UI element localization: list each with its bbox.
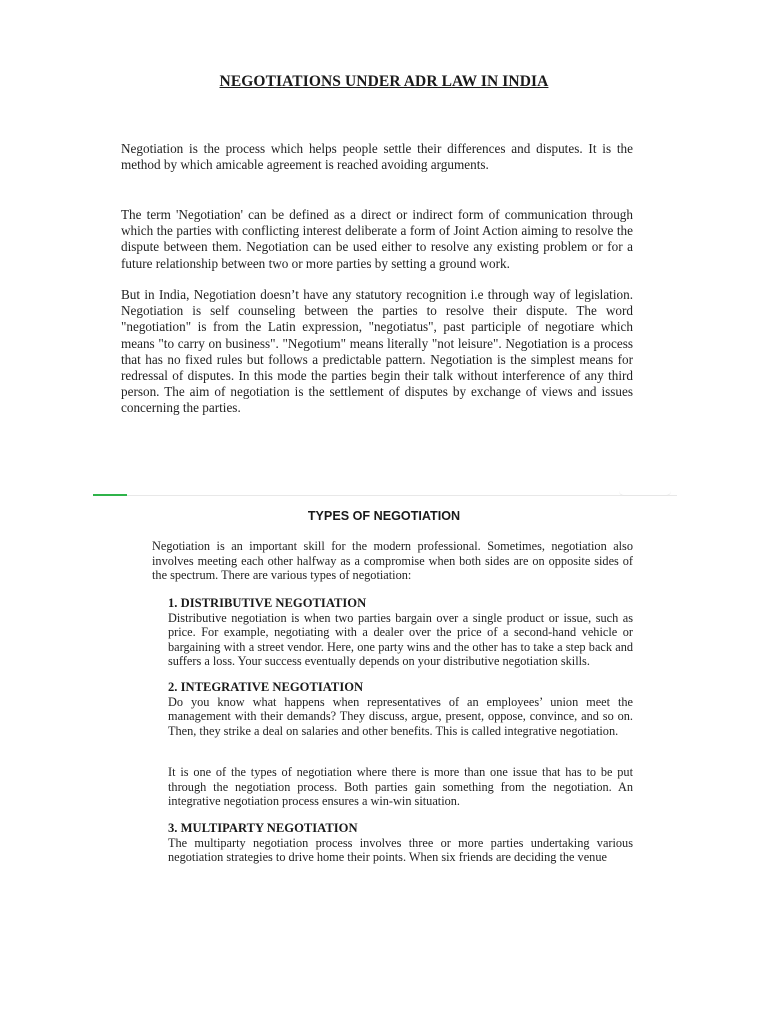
divider-right-edge <box>619 491 671 496</box>
distributive-body: Distributive negotiation is when two parties bargain over a single product or issue, such as price. For example, negotiating with a dealer over the price of a second-hand vehicle or bargaining with a street vendor. Here, one party wins and the other has to take a step back and suffers a loss. Your success eventually depends on your distributive negotiation skills. <box>168 610 633 669</box>
integrative-body-2: It is one of the types of negotiation where there is more than one issue that has to be put through the negotiation process. Both parties gain something from the negotiation. An integrative negotiation process ensures a win-win situation. <box>168 765 633 809</box>
section-divider <box>93 493 677 499</box>
divider-accent-bar <box>93 494 127 496</box>
distributive-negotiation-section <box>168 596 633 669</box>
multiparty-heading: 3. MULTIPARTY NEGOTIATION <box>168 821 358 835</box>
distributive-heading: 1. DISTRIBUTIVE NEGOTIATION <box>168 596 367 610</box>
page-title: NEGOTIATIONS UNDER ADR LAW IN INDIA <box>219 73 549 90</box>
divider-line <box>127 495 677 496</box>
multiparty-body: The multiparty negotiation process involves three or more parties undertaking various negotiation strategies to drive home their points. When six friends are deciding the venue <box>168 835 633 865</box>
integrative-heading: 2. INTEGRATIVE NEGOTIATION <box>168 680 364 694</box>
intro-paragraph: Negotiation is the process which helps people settle their differences and disputes. It is the method by which amicable agreement is reached avoiding arguments. <box>121 141 633 173</box>
definition-paragraph: The term 'Negotiation' can be defined as a direct or indirect form of communication through which the parties with conflicting interest deliberate a form of Joint Action aiming to resolve the dispute between them. Negotiation can be used either to resolve any existing problem or for a future relationship between two or more parties by setting a ground work. <box>121 207 633 271</box>
integrative-body: Do you know what happens when representatives of an employees’ union meet the management with their demands? They discuss, argue, present, oppose, convince, and so on. Then, they strike a deal on salaries and other benefits. This is called integrative negotiation. <box>168 694 633 738</box>
types-intro-paragraph: Negotiation is an important skill for the modern professional. Sometimes, negotiation also involves meeting each other halfway as a compromise when both sides are on opposite sides of the spectrum. There are various types of negotiation: <box>152 539 633 583</box>
india-paragraph: But in India, Negotiation doesn’t have any statutory recognition i.e through way of legislation. Negotiation is self counseling between the parties to resolve their dispute. The word "negotiation" is from the Latin expression, "negotiatus", past participle of negotiare which means "to carry on business". "Negotium" means literally "not leisure". Negotiation is a process that has no fixed rules but follows a predictable pattern. Negotiation is the simplest means for redressal of disputes. In this mode the parties begin their talk without interference of any third person. The aim of negotiation is the settlement of disputes by exchange of views and issues concerning the parties. <box>121 287 633 416</box>
integrative-negotiation-continued <box>168 765 633 809</box>
integrative-negotiation-section <box>168 680 633 738</box>
multiparty-negotiation-section <box>168 821 633 865</box>
types-section-heading: TYPES OF NEGOTIATION <box>307 509 461 523</box>
